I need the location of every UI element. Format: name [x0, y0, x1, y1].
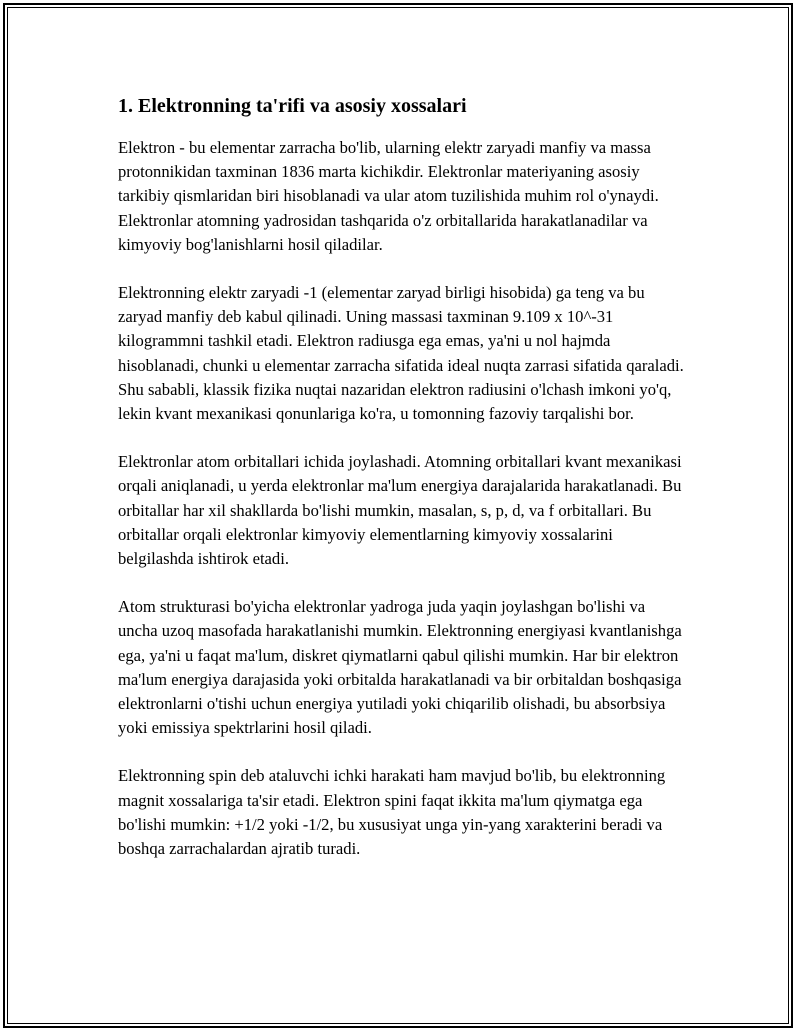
- document-body: [118, 92, 688, 885]
- paragraph-spin: Elektronning spin deb ataluvchi ichki harakati ham mavjud bo'lib, bu elektronning magnit xossalariga ta'sir etadi. Elektron spini faqat ikkita ma'lum qiymatga ega bo'lishi mumkin: +1/2 yoki -1/2, bu xususiyat unga yin-yang xarakterini beradi va boshqa zarrachalardan ajratib turadi.: [118, 766, 666, 859]
- paragraph-orbitals: Elektronlar atom orbitallari ichida joylashadi. Atomning orbitallari kvant mexanikasi orqali aniqlanadi, u yerda elektronlar ma'lum energiya darajalarida harakatlanadi. Bu orbitallar har xil shakllarda bo'lishi mumkin, masalan, s, p, d, va f orbitallari. Bu orbitallar orqali elektronlar kimyoviy elementlarning kimyoviy xossalarini belgilashda ishtirok etadi.: [118, 452, 682, 569]
- paragraph-definition: Elektron - bu elementar zarracha bo'lib, ularning elektr zaryadi manfiy va massa protonnikidan taxminan 1836 marta kichikdir. Elektronlar materiyaning asosiy tarkibiy qismlaridan biri hisoblanadi va ular atom tuzilishida muhim rol o'ynaydi. Elektronlar atomning yadrosidan tashqarida o'z orbitallarida harakatlanadilar va kimyoviy bog'lanishlarni hosil qiladilar.: [118, 138, 659, 254]
- paragraph-energy-levels: Atom strukturasi bo'yicha elektronlar yadroga juda yaqin joylashgan bo'lishi va uncha uzoq masofada harakatlanishi mumkin. Elektronning energiyasi kvantlanishga ega, ya'ni u faqat ma'lum, diskret qiymatlarni qabul qilishi mumkin. Har bir elektron ma'lum energiya darajasida yoki orbitalda harakatlanadi va bir orbitaldan boshqasiga elektronlarni o'tishi uchun energiya yutiladi yoki chiqarilib olishadi, bu absorbsiya yoki emissiya spektrlarini hosil qiladi.: [118, 597, 682, 738]
- section-heading: 1. Elektronning ta'rifi va asosiy xossalari: [118, 95, 467, 117]
- paragraph-charge-mass: Elektronning elektr zaryadi -1 (elementar zaryad birligi hisobida) ga teng va bu zaryad manfiy deb kabul qilinadi. Uning massasi taxminan 9.109 x 10^-31 kilogrammni tashkil etadi. Elektron radiusga ega emas, ya'ni u nol hajmda hisoblanadi, chunki u elementar zarracha sifatida ideal nuqta zarrasi sifatida qaraladi. Shu sababli, klassik fizika nuqtai nazaridan elektron radiusini o'lchash imkoni yo'q, lekin kvant mexanikasi qonunlariga ko'ra, u tomonning fazoviy tarqalishi bor.: [118, 283, 684, 424]
